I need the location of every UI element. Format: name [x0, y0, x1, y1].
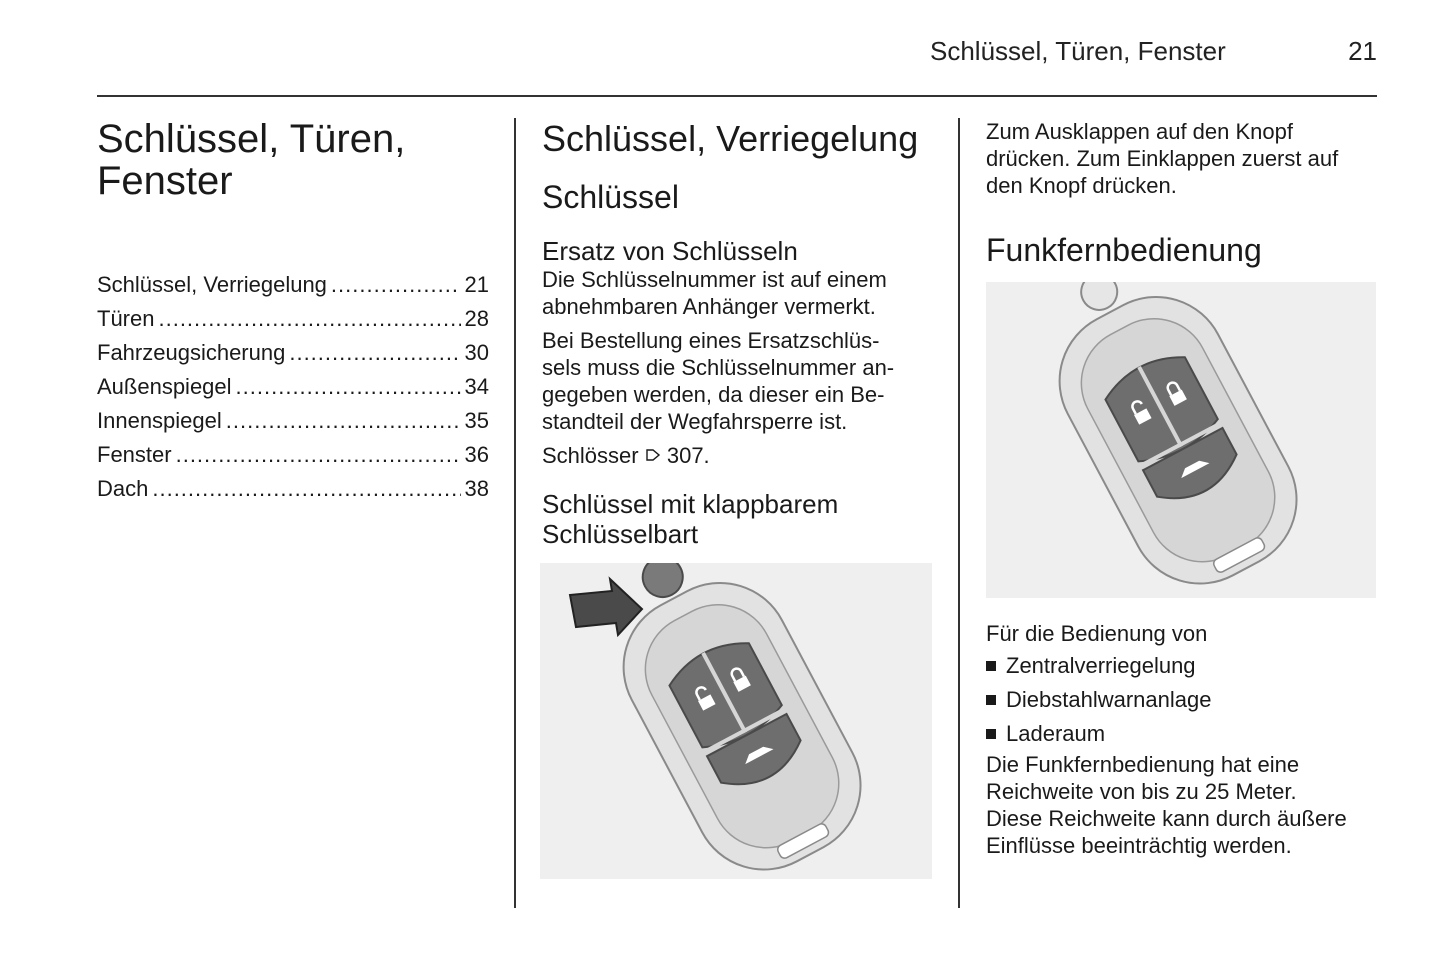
toc-label: Außenspiegel: [97, 374, 232, 399]
toc-leader: [236, 370, 461, 404]
table-of-contents: [97, 268, 489, 506]
remote-description: [986, 620, 1378, 859]
column-remote: [986, 118, 1378, 269]
toc-label: Türen: [97, 306, 155, 331]
toc-label: Fahrzeugsicherung: [97, 340, 286, 365]
toc-entry[interactable]: [97, 404, 489, 438]
text-line: den Knopf drücken.: [986, 173, 1177, 198]
text-line: abnehmbaren Anhänger vermerkt.: [542, 294, 876, 319]
toc-leader: [176, 438, 461, 472]
function-list: [986, 649, 1378, 751]
paragraph-range: [986, 751, 1378, 859]
text-line: Diese Reichweite kann durch äußere: [986, 806, 1347, 831]
bullet-square-icon: [986, 729, 996, 739]
page-number: 21: [1348, 36, 1377, 66]
heading-line: Schlüssel mit klappbarem: [542, 489, 839, 519]
toc-leader: [289, 336, 460, 370]
remote-key-illustration: [986, 282, 1376, 598]
list-item-label: Laderaum: [1006, 721, 1106, 746]
text-line: Zum Ausklappen auf den Knopf: [986, 119, 1293, 144]
toc-entry[interactable]: [97, 302, 489, 336]
cross-reference[interactable]: [542, 442, 934, 469]
figure-remote-key: [986, 282, 1376, 598]
toc-entry[interactable]: [97, 370, 489, 404]
list-item-label: Zentralverriegelung: [1006, 653, 1196, 678]
heading-ersatz: Ersatz von Schlüsseln: [542, 236, 798, 266]
toc-page: 28: [464, 306, 489, 331]
paragraph-intro: Für die Bedienung von: [986, 621, 1208, 646]
text-line: Bei Bestellung eines Ersatzschlüs-: [542, 328, 880, 353]
list-item: [986, 717, 1378, 751]
toc-leader: [152, 472, 460, 506]
text-line: Die Funkfernbedienung hat eine: [986, 752, 1300, 777]
heading-klappschluessel: [542, 489, 934, 549]
column-divider-2: [958, 118, 960, 908]
toc-entry[interactable]: [97, 438, 489, 472]
toc-page: 38: [464, 476, 489, 501]
toc-entry[interactable]: [97, 268, 489, 302]
header-rule: [97, 95, 1377, 97]
chapter-title-line2: Fenster: [97, 159, 233, 203]
heading-funk: Funkfernbedienung: [986, 232, 1262, 268]
bullet-square-icon: [986, 661, 996, 671]
toc-label: Fenster: [97, 442, 172, 467]
reference-label: Schlösser: [542, 443, 639, 468]
text-line: Die Schlüsselnummer ist auf einem: [542, 267, 887, 292]
paragraph-ordering: [542, 327, 934, 435]
text-line: gegeben werden, da dieser ein Be-: [542, 382, 885, 407]
flip-key-illustration: [540, 563, 932, 879]
paragraph-fold: [986, 118, 1378, 199]
text-line: Reichweite von bis zu 25 Meter.: [986, 779, 1297, 804]
page-reference-arrow-icon: [645, 447, 661, 463]
paragraph-keynumber: [542, 266, 934, 320]
list-item-label: Diebstahlwarnanlage: [1006, 687, 1212, 712]
toc-page: 36: [464, 442, 489, 467]
bullet-square-icon: [986, 695, 996, 705]
list-item: [986, 683, 1378, 717]
running-title: Schlüssel, Türen, Fenster: [930, 36, 1226, 66]
reference-page: 307.: [666, 443, 710, 468]
subsection-title: Schlüssel: [542, 179, 679, 215]
figure-flip-key: [540, 563, 932, 879]
toc-page: 34: [464, 374, 489, 399]
text-line: Einflüsse beeinträchtig werden.: [986, 833, 1292, 858]
text-line: drücken. Zum Einklappen zuerst auf: [986, 146, 1339, 171]
chapter-title-line1: Schlüssel, Türen,: [97, 117, 406, 161]
toc-label: Innenspiegel: [97, 408, 222, 433]
toc-entry[interactable]: [97, 472, 489, 506]
chapter-title: [97, 118, 497, 202]
toc-page: 30: [464, 340, 489, 365]
toc-label: Schlüssel, Verriegelung: [97, 272, 327, 297]
toc-entry[interactable]: [97, 336, 489, 370]
toc-leader: [226, 404, 461, 438]
arrow-icon: [570, 579, 642, 635]
column-keys: [542, 118, 934, 549]
toc-label: Dach: [97, 476, 149, 501]
toc-page: 35: [464, 408, 489, 433]
heading-line: Schlüsselbart: [542, 519, 699, 549]
column-divider-1: [514, 118, 516, 908]
list-item: [986, 649, 1378, 683]
toc-leader: [331, 268, 461, 302]
toc-page: 21: [464, 272, 489, 297]
text-line: standteil der Wegfahrsperre ist.: [542, 409, 848, 434]
section-title: Schlüssel, Verriegelung: [542, 118, 919, 159]
text-line: sels muss die Schlüsselnummer an-: [542, 355, 895, 380]
toc-leader: [158, 302, 460, 336]
